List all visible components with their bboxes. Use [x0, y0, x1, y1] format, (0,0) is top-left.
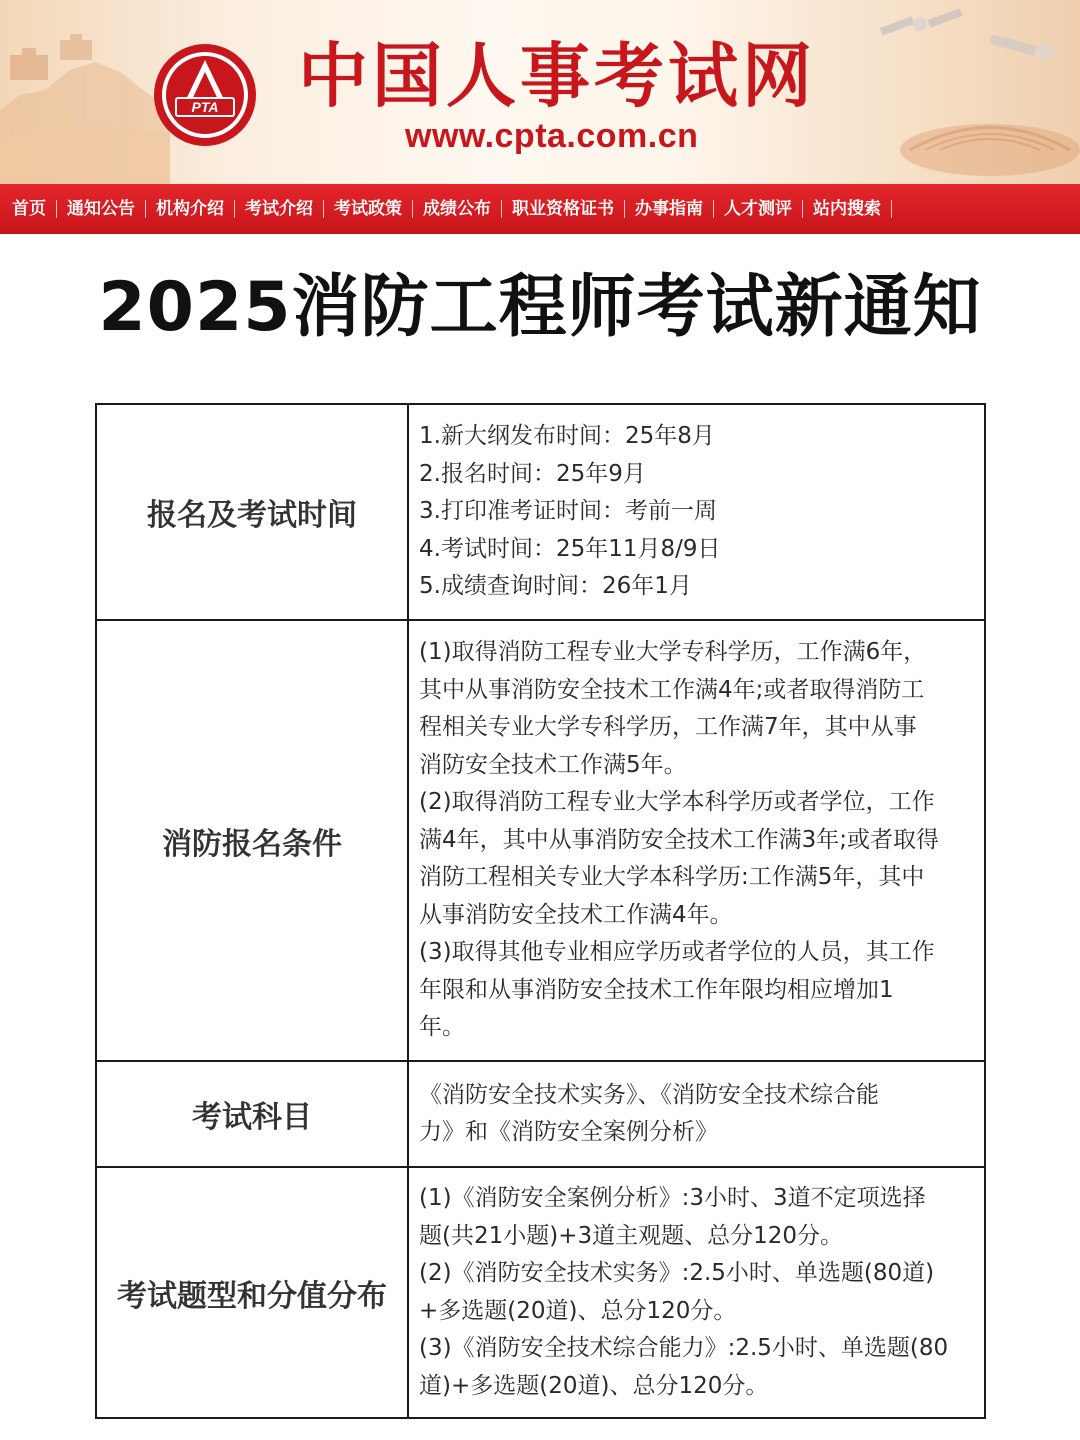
text-line: 程相关专业大学专科学历，工作满7年，其中从事: [419, 714, 917, 741]
text-line: 消防安全技术工作满5年。: [419, 751, 687, 778]
text-line: 题(共21小题)+3道主观题、总分120分。: [419, 1222, 844, 1249]
nav-item-search[interactable]: 站内搜索: [813, 199, 881, 219]
text-line: 年。: [419, 1014, 465, 1041]
exam-info-table: [95, 403, 986, 1419]
nav-item-scores[interactable]: 成绩公布: [423, 199, 491, 219]
row-content-schedule: [408, 404, 985, 620]
text-line: 消防工程相关专业大学本科学历:工作满5年，其中: [419, 864, 925, 891]
text-line: (3)《消防安全技术综合能力》:2.5小时、单选题(80: [419, 1335, 949, 1361]
text-line: 5.成绩查询时间：26年1月: [419, 573, 692, 600]
nav-item-exam-intro[interactable]: 考试介绍: [245, 199, 313, 219]
row-label-question-types: 考试题型和分值分布: [96, 1167, 408, 1418]
text-line: 《消防安全技术实务》、《消防安全技术综合能: [419, 1081, 879, 1108]
table-row: [96, 1061, 985, 1167]
nav-item-assessment[interactable]: 人才测评: [724, 199, 792, 219]
row-content-subjects: [408, 1061, 985, 1167]
great-wall-decoration-icon: [0, 0, 170, 184]
table-row: [96, 404, 985, 620]
text-line: (2)取得消防工程专业大学本科学历或者学位，工作: [419, 789, 935, 816]
nav-divider: [891, 200, 892, 218]
row-content-eligibility: [408, 620, 985, 1061]
text-line: 力》和《消防安全案例分析》: [419, 1119, 718, 1145]
nav-item-guide[interactable]: 办事指南: [635, 199, 703, 219]
text-line: (1)取得消防工程专业大学专科学历，工作满6年，: [419, 639, 927, 666]
text-line: 道)+多选题(20道)、总分120分。: [419, 1372, 769, 1399]
site-header-banner: [0, 0, 1080, 184]
text-line: 从事消防安全技术工作满4年。: [419, 901, 733, 928]
text-line: 4.考试时间：25年11月8/9日: [419, 535, 721, 562]
nav-item-certificates[interactable]: 职业资格证书: [512, 199, 614, 219]
table-row: [96, 620, 985, 1061]
nav-item-about[interactable]: 机构介绍: [156, 199, 224, 219]
logo-text: PTA: [191, 99, 219, 115]
nav-item-exam-policy[interactable]: 考试政策: [334, 199, 402, 219]
text-line: 年限和从事消防安全技术工作年限均相应增加1: [419, 976, 894, 1003]
pta-logo: [152, 42, 258, 148]
text-line: 2.报名时间：25年9月: [419, 460, 646, 487]
main-nav: [0, 184, 1080, 234]
row-content-question-types: [408, 1167, 985, 1418]
row-label-eligibility: 消防报名条件: [96, 620, 408, 1061]
text-line: (2)《消防安全技术实务》:2.5小时、单选题(80道): [419, 1260, 935, 1286]
row-label-subjects: 考试科目: [96, 1061, 408, 1167]
text-line: 其中从事消防安全技术工作满4年;或者取得消防工: [419, 676, 925, 703]
text-line: +多选题(20道)、总分120分。: [419, 1297, 737, 1324]
page-title: 2025消防工程师考试新通知: [98, 268, 982, 347]
text-line: 3.打印准考证时间：考前一周: [419, 498, 717, 525]
site-name: 中国人事考试网: [298, 35, 816, 117]
satellite-decoration-icon: [840, 0, 1080, 184]
nav-item-home[interactable]: 首页: [12, 199, 46, 219]
nav-item-notices[interactable]: 通知公告: [67, 199, 135, 219]
text-line: 满4年，其中从事消防安全技术工作满3年;或者取得: [419, 826, 940, 853]
table-row: [96, 1167, 985, 1418]
text-line: (1)《消防安全案例分析》:3小时、3道不定项选择: [419, 1185, 926, 1211]
site-url: www.cpta.com.cn: [405, 117, 699, 155]
row-label-schedule: 报名及考试时间: [96, 404, 408, 620]
text-line: (3)取得其他专业相应学历或者学位的人员，其工作: [419, 939, 935, 966]
text-line: 1.新大纲发布时间：25年8月: [419, 423, 715, 450]
